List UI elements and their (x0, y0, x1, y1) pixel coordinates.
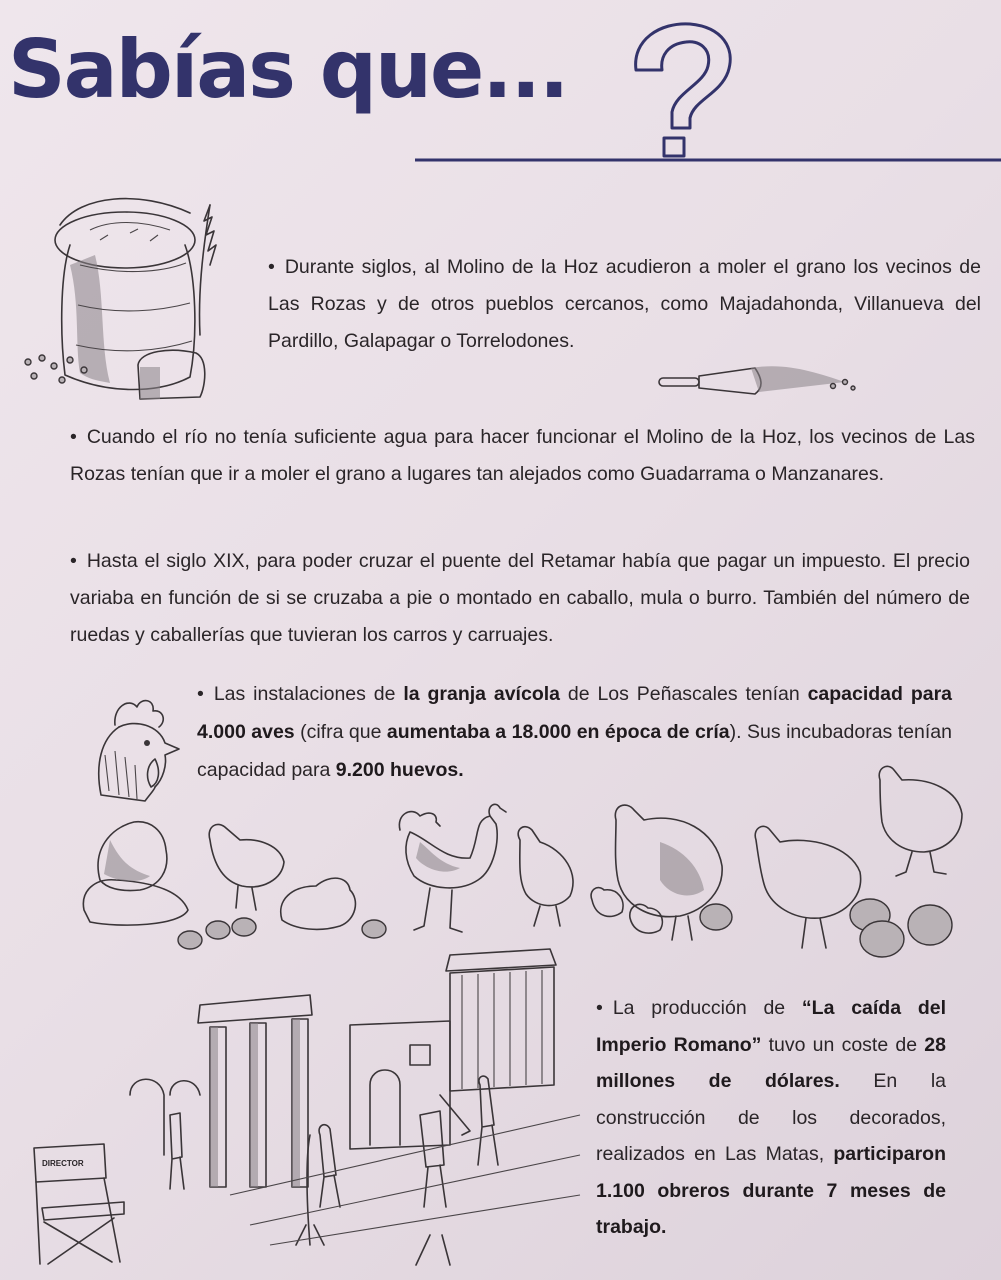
bullet: • (70, 550, 77, 572)
bullet: • (70, 426, 77, 448)
seeds-icon (22, 352, 102, 392)
fact-5 (596, 990, 946, 1246)
fact-1 (268, 249, 981, 360)
flour-scoop-icon (655, 358, 865, 398)
fact-4-bold-1: la granja avícola (403, 683, 560, 705)
fact-4-text-3: (cifra que (294, 721, 387, 743)
fact-3-text: Hasta el siglo XIX, para poder cruzar el puente del Retamar había que pagar un impuesto. El precio variaba en función de si se cruzaba a pie o montado en caballo, mula o burro. También del número de ruedas y caballerías que tuvieran los carros y carruajes. (70, 550, 970, 646)
fact-4-text-1: Las instalaciones de (213, 683, 404, 705)
fact-5-bold-3: participaron 1.100 obreros durante 7 meses de trabajo. (596, 1143, 946, 1238)
director-chair-icon (28, 1138, 138, 1268)
bullet: • (197, 683, 204, 705)
fact-5-text-3: En la construcción de los decorados, realizados en Las Matas, (596, 1070, 946, 1165)
roman-set-icon (110, 945, 590, 1270)
fact-5-bold-1: “La caída del Imperio Romano” (596, 997, 947, 1056)
wheat-icon (180, 195, 230, 345)
fact-5-text-1: La producción de (612, 997, 802, 1019)
fact-5-text-2: tuvo un coste de (761, 1033, 925, 1056)
bullet: • (268, 256, 275, 278)
bread-icon (130, 345, 210, 405)
question-mark-icon (0, 0, 1001, 170)
fact-4-text-4: ). Sus incubadoras tenían capacidad para (197, 721, 952, 781)
fact-3 (70, 543, 970, 654)
fact-4-text-2: de Los Peñascales tenían (560, 683, 808, 705)
bullet: • (596, 997, 603, 1019)
page-title: Sabías que... (8, 23, 568, 116)
fact-2 (70, 419, 975, 493)
fact-4-bold-4: 9.200 huevos. (335, 759, 464, 781)
fact-4-bold-3: aumentaba a 18.000 en época de cría (386, 721, 730, 743)
fact-2-text: Cuando el río no tenía suficiente agua para hacer funcionar el Molino de la Hoz, los vecinos de Las Rozas tenían que ir a moler el grano a lugares tan alejados como Guadarrama o Manzanares. (70, 426, 975, 485)
director-chair-label: DIRECTOR (42, 1159, 84, 1168)
fact-5-bold-2: 28 millones de dólares. (596, 1033, 946, 1092)
fact-1-text: Durante siglos, al Molino de la Hoz acudieron a moler el grano los vecinos de Las Rozas y de otros pueblos cercanos, como Majadahonda, Villanueva del Pardillo, Galapagar o Torrelodones. (268, 256, 981, 352)
fact-4-bold-2: capacidad para 4.000 aves (197, 683, 953, 743)
